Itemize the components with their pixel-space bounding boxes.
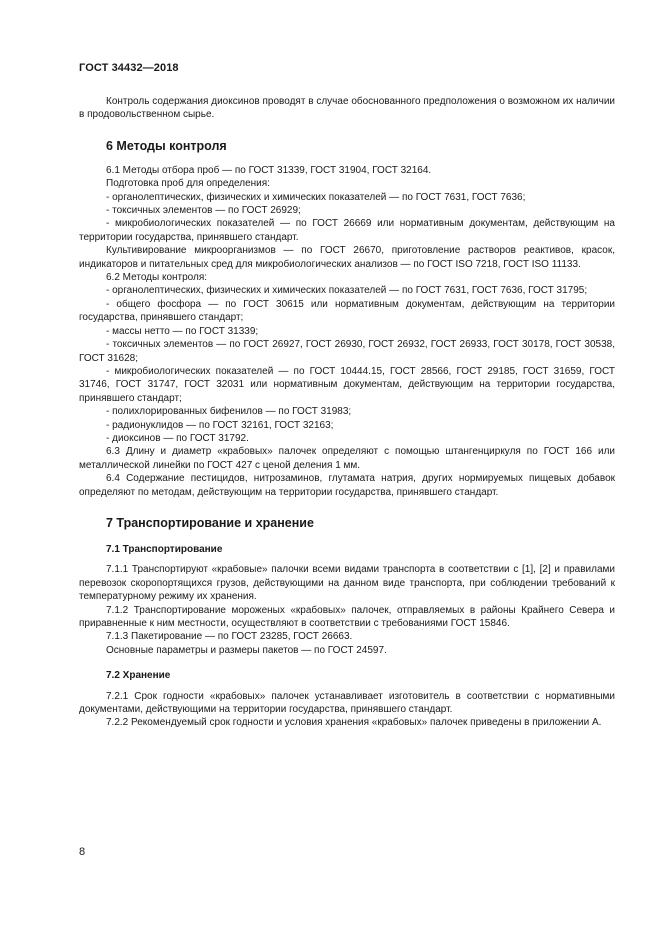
list-item: - полихлорированных бифенилов — по ГОСТ 31983; — [106, 406, 352, 418]
list-item: - микробиологических показателей — по ГОСТ 26669 или нормативным документам, действующим на территории государства, принявшего стандарт. — [79, 218, 615, 243]
subsection-7-2-body — [79, 690, 615, 730]
paragraph: 7.2.2 Рекомендуемый срок годности и условия хранения «крабовых» палочек приведены в приложении А. — [106, 717, 602, 729]
intro-paragraph: Контроль содержания диоксинов проводят в случае обоснованного предположения о возможном их наличии в продовольственном сырье. — [79, 96, 615, 121]
document-header: ГОСТ 34432—2018 — [79, 62, 179, 74]
list-item: - токсичных элементов — по ГОСТ 26927, ГОСТ 26930, ГОСТ 26932, ГОСТ 26933, ГОСТ 30178, ГОСТ 30538, ГОСТ 31628; — [79, 339, 615, 364]
paragraph: Основные параметры и размеры пакетов — по ГОСТ 24597. — [106, 644, 387, 656]
paragraph: Подготовка проб для определения: — [106, 178, 270, 190]
section-6-heading: 6 Методы контроля — [106, 138, 227, 153]
list-item: - радионуклидов — по ГОСТ 32161, ГОСТ 32163; — [106, 419, 334, 431]
list-item: - общего фосфора — по ГОСТ 30615 или нормативным документам, действующим на территории государства, принявшего стандарт; — [79, 298, 615, 324]
paragraph: 7.2.1 Срок годности «крабовых» палочек устанавливает изготовитель в соответствии с нормативными документами, действующими на территории государства, принявшего стандарт. — [79, 690, 615, 716]
section-7-heading: 7 Транспортирование и хранение — [106, 515, 314, 530]
list-item: - токсичных элементов — по ГОСТ 26929; — [106, 205, 301, 217]
list-item: - диоксинов — по ГОСТ 31792. — [106, 432, 249, 444]
paragraph: Культивирование микроорганизмов — по ГОСТ 26670, приготовление растворов реактивов, красок, индикаторов и питательных сред для микробиологических анализов — по ГОСТ ISO 7218, ГОСТ ISO 11133. — [79, 245, 615, 270]
paragraph: 6.4 Содержание пестицидов, нитрозаминов, глутамата натрия, других нормируемых пищевых добавок определяют по методам, действующим на территории государства, принявшего стандарт. — [79, 473, 615, 498]
paragraph: 6.2 Методы контроля: — [106, 272, 208, 284]
paragraph: 6.1 Методы отбора проб — по ГОСТ 31339, ГОСТ 31904, ГОСТ 32164. — [106, 164, 432, 176]
subsection-7-2-heading: 7.2 Хранение — [106, 670, 171, 682]
list-item: - органолептических, физических и химических показателей — по ГОСТ 7631, ГОСТ 7636, ГОСТ 31795; — [106, 285, 588, 297]
page-number: 8 — [79, 846, 86, 858]
subsection-7-1-body — [79, 563, 615, 657]
subsection-7-1-heading: 7.1 Транспортирование — [106, 543, 223, 555]
paragraph: 7.1.1 Транспортируют «крабовые» палочки всеми видами транспорта в соответствии с [1], [2] и правилами перевозок скоропортящихся грузов, действующими на данном виде транспорта, при соблюдении требований к температурному режиму их хранения. — [79, 564, 615, 603]
list-item: - органолептических, физических и химических показателей — по ГОСТ 7631, ГОСТ 7636; — [106, 191, 526, 203]
section-6-body — [79, 164, 615, 499]
paragraph: 6.3 Длину и диаметр «крабовых» палочек определяют с помощью штангенциркуля по ГОСТ 166 или металлической линейки по ГОСТ 427 с ценой деления 1 мм. — [79, 446, 615, 471]
paragraph: 7.1.3 Пакетирование — по ГОСТ 23285, ГОСТ 26663. — [106, 631, 353, 643]
list-item: - микробиологических показателей — по ГОСТ 10444.15, ГОСТ 28566, ГОСТ 29185, ГОСТ 31659, ГОСТ 31746, ГОСТ 31747, ГОСТ 32031 или нормативным документам, действующим на территории государства, принявшего стандарт; — [79, 365, 615, 404]
document-body — [79, 95, 615, 730]
list-item: - массы нетто — по ГОСТ 31339; — [106, 325, 259, 337]
paragraph: 7.1.2 Транспортирование мороженых «крабовых» палочек, отправляемых в районы Крайнего Севера и приравненные к ним местности, осуществляют в соответствии с требованиями ГОСТ 15846. — [79, 604, 615, 629]
